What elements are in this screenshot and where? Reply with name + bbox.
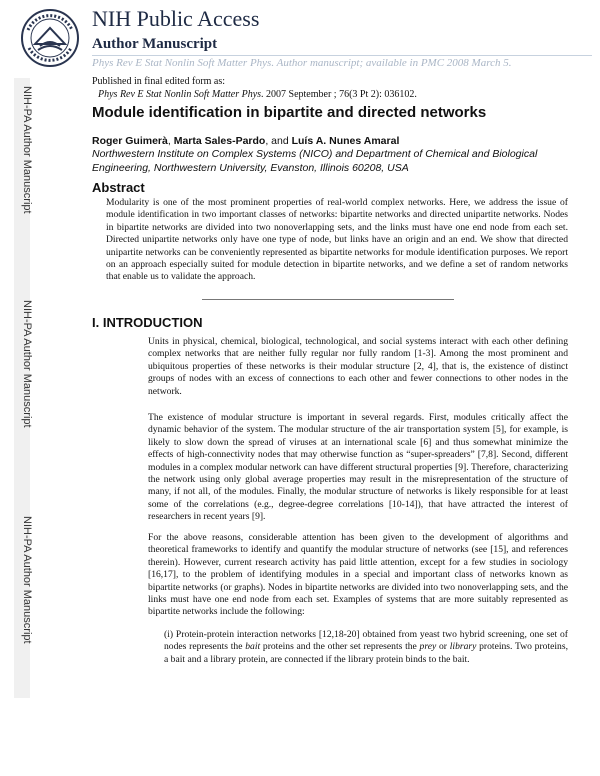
author-name: Luís A. Nunes Amaral bbox=[291, 135, 400, 147]
article-title: Module identification in bipartite and directed networks bbox=[92, 104, 487, 121]
intro-paragraph-2: The existence of modular structure is important in several regards. First, modules critically affect the dynamic behavior of the system. The modular structure of the air transportation system [5], for example, is likely to slow down the spread of viruses at an international scale [6] and thus somewhat minimize the effects of high-connectivity nodes that may otherwise function as “super-spreaders” [7,8]. Second, different modules in a complex modular network can have different structural properties [9]. Therefore, characterizing the network using only global average properties may result in the misrepresentation of the structure of many, if not all, of the modules. Finally, the modular structure of networks is likely responsible for at least some of the correlations (e.g., degree-degree correlations [10-14]), that have attracted the interest of researchers in recent years [9]. bbox=[148, 412, 568, 523]
sidebar-label-top: NIH-PA Author Manuscript bbox=[21, 86, 33, 214]
header-subtitle: Author Manuscript bbox=[92, 36, 218, 52]
sidebar-label-middle: NIH-PA Author Manuscript bbox=[21, 300, 33, 428]
nih-seal-logo bbox=[20, 8, 80, 68]
abstract-text: Modularity is one of the most prominent properties of real-world complex networks. Here, we address the issue of module identification in two important classes of networks: bipartite networks and directed unipartite networks. Nodes in bipartite networks are divided into two nonoverlapping sets, and the links must have one end node from each set. Directed unipartite networks only have one type of node, but links have an origin and an end. We show that directed unipartite networks can be conveniently represented as bipartite networks for module identification purposes. We report on an approach especially suited for module detection in bipartite networks, and we define a set of random networks that enable us to validate the approach. bbox=[106, 197, 568, 283]
author-name: Roger Guimerà bbox=[92, 135, 168, 147]
header-title: NIH Public Access bbox=[92, 6, 260, 31]
citation-line bbox=[98, 89, 417, 100]
author-name: Marta Sales-Pardo bbox=[173, 135, 266, 147]
abstract-heading: Abstract bbox=[92, 180, 145, 195]
sidebar-label-bottom: NIH-PA Author Manuscript bbox=[21, 516, 33, 644]
introduction-heading: I. INTRODUCTION bbox=[92, 315, 203, 330]
intro-paragraph-3: For the above reasons, considerable attention has been given to the development of algorithms and theoretical frameworks to identify and quantify the modular structure of networks (see [15], and references therein). However, current research activity has paid little attention, except for a few studies in sociology [16,17], to the problem of identifying modules in a special and important class of networks known as bipartite networks (or graphs). Nodes in bipartite networks are divided into two nonoverlapping sets, and the links must have one end node from each set. Examples of systems that are more suitably represented as bipartite networks include the following: bbox=[148, 532, 568, 618]
published-line: Published in final edited form as: bbox=[92, 76, 226, 87]
header-availability: Phys Rev E Stat Nonlin Soft Matter Phys. Author manuscript; available in PMC 2008 March 5. bbox=[92, 57, 512, 69]
intro-list-item-1: (i) Protein-protein interaction networks [12,18-20] obtained from yeast two hybrid screening, one set of nodes represents the bait proteins and the other set represents the prey or library proteins. Two proteins, a bait and a library protein, are connected if the library protein binds to the bait. bbox=[164, 629, 568, 665]
intro-paragraph-1: Units in physical, chemical, biological, technological, and social systems interact with each other defining complex networks that are neither fully regular nor fully random [1-3]. Among the most prominent and ubiquitous properties of these networks is their modular structure [2, 4], that is, the existence of distinct groups of nodes with an excess of connections to each other and fewer connections to other nodes in the network. bbox=[148, 336, 568, 397]
author-list: Roger Guimerà, Marta Sales-Pardo, and Luís A. Nunes Amaral bbox=[92, 135, 400, 147]
section-divider bbox=[202, 299, 454, 300]
affiliation: Northwestern Institute on Complex Systems (NICO) and Department of Chemical and Biological Engineering, Northwestern University, Evanston, Illinois 60208, USA bbox=[92, 148, 538, 174]
header-divider bbox=[92, 55, 592, 56]
journal-name: Phys Rev E Stat Nonlin Soft Matter Phys bbox=[98, 89, 262, 100]
citation-details: . 2007 September ; 76(3 Pt 2): 036102. bbox=[261, 89, 417, 100]
